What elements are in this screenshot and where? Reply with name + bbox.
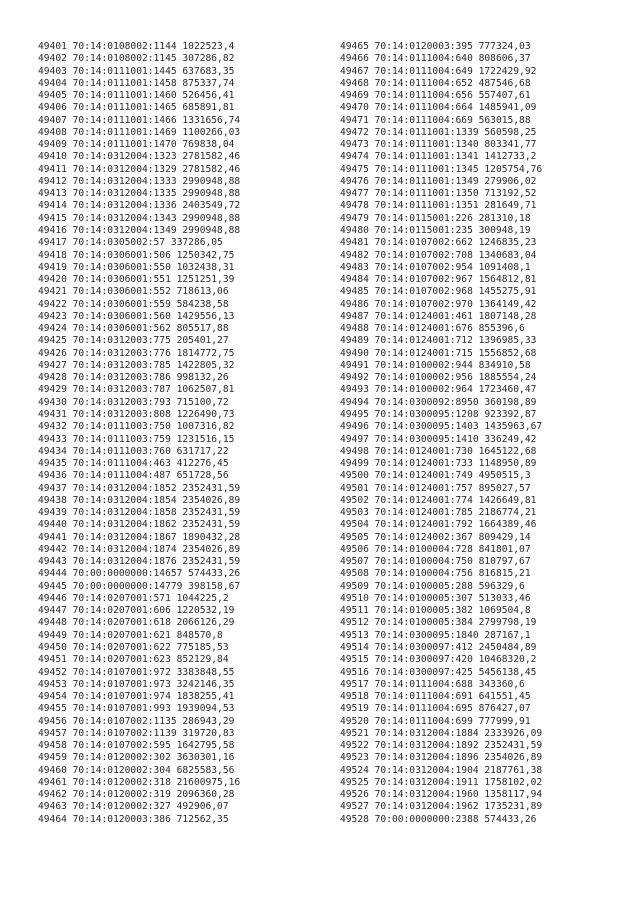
record-row: 49417 70:14:0305002:57 337286,05 — [38, 237, 223, 249]
record-row: 49404 70:14:0111001:1458 875337,74 — [38, 77, 235, 89]
record-row: 49451 70:14:0207001:623 852129,84 — [38, 654, 229, 666]
record-row: 49508 70:14:0100004:756 816815,21 — [340, 568, 531, 580]
record-row: 49424 70:14:0306001:562 805517,88 — [38, 323, 229, 335]
record-row: 49415 70:14:0312004:1343 2990948,88 — [38, 212, 241, 224]
record-row: 49448 70:14:0207001:618 2066126,29 — [38, 617, 235, 629]
record-row: 49519 70:14:0111004:695 876427,07 — [340, 703, 531, 715]
record-row: 49418 70:14:0306001:506 1250342,75 — [38, 249, 235, 261]
record-row: 49430 70:14:0312003:793 715100,72 — [38, 396, 229, 408]
record-row: 49523 70:14:0312004:1896 2354026,89 — [340, 752, 543, 764]
record-row: 49449 70:14:0207001:621 848570,8 — [38, 629, 223, 641]
record-row: 49511 70:14:0100005:382 1069504,8 — [340, 605, 531, 617]
record-row: 49431 70:14:0312003:808 1226490,73 — [38, 408, 235, 420]
record-row: 49522 70:14:0312004:1892 2352431,59 — [340, 740, 543, 752]
record-row: 49464 70:14:0120003:386 712562,35 — [38, 813, 229, 825]
record-row: 49472 70:14:0111001:1339 560598,25 — [340, 126, 537, 138]
record-row: 49408 70:14:0111001:1469 1100266,03 — [38, 126, 241, 138]
record-row: 49505 70:14:0124002:367 809429,14 — [340, 531, 531, 543]
record-row: 49483 70:14:0107002:954 1091408,1 — [340, 261, 531, 273]
record-row: 49477 70:14:0111001:1350 713192,52 — [340, 188, 537, 200]
record-row: 49514 70:14:0300097:412 2450484,89 — [340, 642, 537, 654]
record-row: 49425 70:14:0312003:775 205401,27 — [38, 335, 229, 347]
record-row: 49482 70:14:0107002:708 1340683,04 — [340, 249, 537, 261]
record-row: 49493 70:14:0100002:964 1723460,47 — [340, 384, 537, 396]
record-row: 49471 70:14:0111004:669 563015,88 — [340, 114, 531, 126]
record-row: 49467 70:14:0111004:649 1722429,92 — [340, 65, 537, 77]
record-row: 49446 70:14:0207001:571 1044225,2 — [38, 592, 229, 604]
record-row: 49496 70:14:0300095:1403 1435963,67 — [340, 421, 543, 433]
record-row: 49412 70:14:0312004:1333 2990948,88 — [38, 175, 241, 187]
record-row: 49469 70:14:0111004:656 557407,61 — [340, 90, 531, 102]
record-row: 49459 70:14:0120002:302 3630301,16 — [38, 752, 235, 764]
record-row: 49439 70:14:0312004:1858 2352431,59 — [38, 507, 241, 519]
record-row: 49455 70:14:0107001:993 1939094,53 — [38, 703, 235, 715]
record-row: 49481 70:14:0107002:662 1246835,23 — [340, 237, 537, 249]
record-row: 49413 70:14:0312004:1335 2990948,88 — [38, 188, 241, 200]
record-row: 49521 70:14:0312004:1884 2333926,09 — [340, 727, 543, 739]
record-row: 49444 70:00:0000000:14657 574433,26 — [38, 568, 241, 580]
record-row: 49491 70:14:0100002:944 834910,58 — [340, 359, 531, 371]
record-row: 49476 70:14:0111001:1349 279906,02 — [340, 175, 537, 187]
record-row: 49525 70:14:0312004:1911 1758102,02 — [340, 776, 543, 788]
record-row: 49526 70:14:0312004:1960 1358117,94 — [340, 789, 543, 801]
record-row: 49453 70:14:0107001:973 3242146,35 — [38, 678, 235, 690]
record-row: 49510 70:14:0100005:307 513033,46 — [340, 592, 531, 604]
right-column — [340, 41, 542, 826]
record-row: 49429 70:14:0312003:787 1062507,81 — [38, 384, 235, 396]
record-row: 49456 70:14:0107002:1135 286943,29 — [38, 715, 235, 727]
record-row: 49492 70:14:0100002:956 1885554,24 — [340, 372, 537, 384]
record-row: 49474 70:14:0111001:1341 1412733,2 — [340, 151, 537, 163]
record-row: 49462 70:14:0120002:319 2096360,28 — [38, 789, 235, 801]
record-row: 49528 70:00:0000000:2388 574433,26 — [340, 813, 537, 825]
record-row: 49488 70:14:0124001:676 855396,6 — [340, 323, 525, 335]
record-row: 49402 70:14:0108002:1145 307286,82 — [38, 53, 235, 65]
record-row: 49401 70:14:0108002:1144 1022523,4 — [38, 41, 235, 52]
record-row: 49419 70:14:0306001:550 1032438,31 — [38, 261, 235, 273]
record-row: 49498 70:14:0124001:730 1645122,68 — [340, 445, 537, 457]
record-row: 49403 70:14:0111001:1445 637683,35 — [38, 65, 235, 77]
record-row: 49487 70:14:0124001:461 1807148,28 — [340, 310, 537, 322]
record-row: 49442 70:14:0312004:1874 2354026,89 — [38, 543, 241, 555]
record-row: 49515 70:14:0300097:420 10468320,2 — [340, 654, 537, 666]
record-row: 49494 70:14:0300092:8950 360198,89 — [340, 396, 537, 408]
record-row: 49503 70:14:0124001:785 2186774,21 — [340, 507, 537, 519]
record-row: 49458 70:14:0107002:595 1642795,58 — [38, 740, 235, 752]
record-row: 49485 70:14:0107002:968 1455275,91 — [340, 286, 537, 298]
record-row: 49428 70:14:0312003:786 998132,26 — [38, 372, 229, 384]
record-row: 49512 70:14:0100005:384 2799798,19 — [340, 617, 537, 629]
record-row: 49463 70:14:0120002:327 492906,07 — [38, 801, 229, 813]
record-row: 49426 70:14:0312003:776 1814772,75 — [38, 347, 235, 359]
record-row: 49405 70:14:0111001:1460 526456,41 — [38, 90, 235, 102]
left-column — [38, 41, 240, 826]
record-row: 49499 70:14:0124001:733 1148950,89 — [340, 458, 537, 470]
record-row: 49438 70:14:0312004:1854 2354026,89 — [38, 494, 241, 506]
record-row: 49434 70:14:0111003:760 631717,22 — [38, 445, 229, 457]
record-row: 49421 70:14:0306001:552 718613,06 — [38, 286, 229, 298]
record-row: 49509 70:14:0100005:288 596329,6 — [340, 580, 525, 592]
record-row: 49440 70:14:0312004:1862 2352431,59 — [38, 519, 241, 531]
record-row: 49504 70:14:0124001:792 1664389,46 — [340, 519, 537, 531]
record-row: 49465 70:14:0120003:395 777324,03 — [340, 41, 531, 52]
record-row: 49445 70:00:0000000:14779 398158,67 — [38, 580, 241, 592]
record-row: 49457 70:14:0107002:1139 319720,83 — [38, 727, 235, 739]
record-row: 49518 70:14:0111004:691 641551,45 — [340, 691, 531, 703]
record-row: 49406 70:14:0111001:1465 685891,81 — [38, 102, 235, 114]
record-row: 49422 70:14:0306001:559 584238,58 — [38, 298, 229, 310]
record-row: 49506 70:14:0100004:728 841801,07 — [340, 543, 531, 555]
record-row: 49489 70:14:0124001:712 1396985,33 — [340, 335, 537, 347]
record-row: 49475 70:14:0111001:1345 1205754,76 — [340, 163, 543, 175]
record-row: 49478 70:14:0111001:1351 281649,71 — [340, 200, 537, 212]
record-row: 49500 70:14:0124001:749 4950515,3 — [340, 470, 531, 482]
record-row: 49443 70:14:0312004:1876 2352431,59 — [38, 556, 241, 568]
record-row: 49527 70:14:0312004:1962 1735231,89 — [340, 801, 543, 813]
record-row: 49433 70:14:0111003:759 1231516,15 — [38, 433, 235, 445]
record-row: 49507 70:14:0100004:750 810797,67 — [340, 556, 531, 568]
record-row: 49468 70:14:0111004:652 487546,68 — [340, 77, 531, 89]
record-row: 49513 70:14:0300095:1840 287167,1 — [340, 629, 531, 641]
record-row: 49497 70:14:0300095:1410 336249,42 — [340, 433, 537, 445]
record-row: 49423 70:14:0306001:560 1429556,13 — [38, 310, 235, 322]
record-row: 49466 70:14:0111004:640 808606,37 — [340, 53, 531, 65]
record-row: 49416 70:14:0312004:1349 2990948,88 — [38, 224, 241, 236]
record-row: 49524 70:14:0312004:1904 2187761,38 — [340, 764, 543, 776]
record-row: 49414 70:14:0312004:1336 2403549,72 — [38, 200, 241, 212]
record-row: 49460 70:14:0120002:304 6825583,56 — [38, 764, 235, 776]
record-row: 49473 70:14:0111001:1340 803341,77 — [340, 139, 537, 151]
record-row: 49517 70:14:0111004:688 343360,6 — [340, 678, 525, 690]
record-row: 49480 70:14:0115001:235 300948,19 — [340, 224, 531, 236]
record-row: 49447 70:14:0207001:606 1220532,19 — [38, 605, 235, 617]
record-row: 49516 70:14:0300097:425 5456138,45 — [340, 666, 537, 678]
record-row: 49479 70:14:0115001:226 281310,18 — [340, 212, 531, 224]
record-row: 49490 70:14:0124001:715 1556852,68 — [340, 347, 537, 359]
record-row: 49420 70:14:0306001:551 1251251,39 — [38, 274, 235, 286]
record-row: 49437 70:14:0312004:1852 2352431,59 — [38, 482, 241, 494]
record-row: 49410 70:14:0312004:1323 2781582,46 — [38, 151, 241, 163]
record-row: 49470 70:14:0111004:664 1485941,09 — [340, 102, 537, 114]
record-row: 49432 70:14:0111003:750 1007316,82 — [38, 421, 235, 433]
record-row: 49450 70:14:0207001:622 775185,53 — [38, 642, 229, 654]
record-row: 49407 70:14:0111001:1466 1331656,74 — [38, 114, 241, 126]
record-row: 49409 70:14:0111001:1470 769838,04 — [38, 139, 235, 151]
record-row: 49484 70:14:0107002:967 1564812,81 — [340, 274, 537, 286]
record-row: 49454 70:14:0107001:974 1838255,41 — [38, 691, 235, 703]
record-row: 49411 70:14:0312004:1329 2781582,46 — [38, 163, 241, 175]
record-row: 49427 70:14:0312003:785 1422805,32 — [38, 359, 235, 371]
record-row: 49452 70:14:0107001:972 3383848,55 — [38, 666, 235, 678]
record-row: 49502 70:14:0124001:774 1426649,81 — [340, 494, 537, 506]
record-row: 49436 70:14:0111004:487 651728,56 — [38, 470, 229, 482]
record-row: 49435 70:14:0111004:463 412276,45 — [38, 458, 229, 470]
record-row: 49495 70:14:0300095:1208 923392,87 — [340, 408, 537, 420]
record-row: 49461 70:14:0120002:318 21600975,16 — [38, 776, 241, 788]
record-row: 49486 70:14:0107002:970 1364149,42 — [340, 298, 537, 310]
record-row: 49441 70:14:0312004:1867 1890432,28 — [38, 531, 241, 543]
record-row: 49501 70:14:0124001:757 895027,57 — [340, 482, 531, 494]
record-row: 49520 70:14:0111004:699 777999,91 — [340, 715, 531, 727]
